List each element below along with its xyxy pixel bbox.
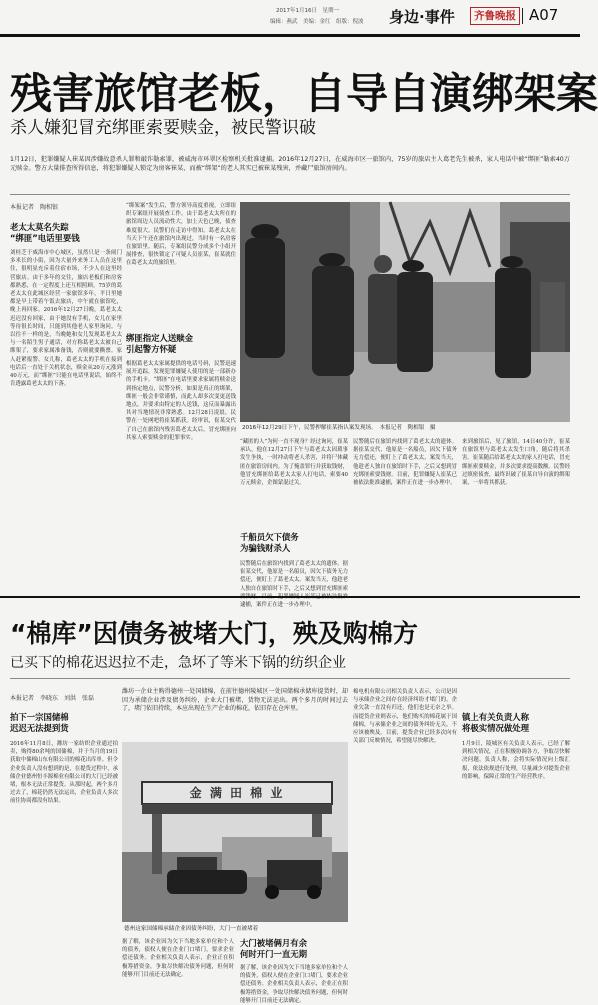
paper-name: 齐鲁晚报 [474, 10, 516, 22]
page-number: A07 [529, 6, 559, 24]
story2-subheading-2: 大门被堵俩月有余 何时开门一直无期 [240, 938, 307, 959]
police-escort-illustration [240, 202, 570, 422]
story1-column-3: “藏匿的人”为何一直不现身？经过询问，崔某承认，他在12月27日下午与葛老太太因琐事发生争执，一时冲动将老人杀害，并将尸体藏匿在旅馆房间内。为了掩盖罪行并获取钱财，他冒充绑匪给葛老太太家人打电话，索要40万元赎金，企图蒙混过关。 [240, 439, 348, 487]
story1-column-3b: 民警随后在旅馆内找到了葛老太太的遗体。据崔某交代，他原是一名船员，因欠下债务无力偿还，便盯上了葛老太太。案发当天，他趁老人独自在旅馆时下手，之后又想到冒充绑匪索 逮捕，案件正在进一步办理中。 [240, 561, 348, 609]
story1-headline: 残害旅馆老板，自导自演绑架案 [10, 69, 598, 118]
story2-head-rule [10, 678, 570, 679]
story1-column-4: 民警随后在旅馆内找到了葛老太太的遗体。据崔某交代，他原是一名船员，因欠下债务无力偿还，便盯上了葛老太太。案发当天，他趁老人独自在旅馆时下手，之后又想到冒充绑匪索要钱财。目前，犯罪嫌疑人崔某已被依法批准逮捕，案件正在进一步办理中。 [353, 439, 457, 487]
story-separator [0, 596, 580, 598]
story2-headline: “棉库”因债务被堵大门，殃及购棉方 [10, 619, 418, 648]
story2-photo-caption: 德州这家国储棉承储企业因债务纠纷，大门一直被堵着 [124, 926, 259, 932]
story1-subheading-2: 绑匪指定人送赎金 引起警方怀疑 [126, 333, 193, 354]
story2-subhead: 已买下的棉花迟迟拉不走，急坏了等米下锅的纺织企业 [10, 655, 346, 671]
warehouse-sign: 金 满 田 棉 业 [189, 786, 285, 800]
story1-subheading-1: 老太太莫名失踪 “绑匪”电话里要钱 [10, 222, 80, 243]
story1-photo-caption: 2016年12月29日下午，民警押解崔某指认案发现场。 本报记者 陶相银 摄 [242, 425, 436, 431]
story2-column-4: 棉电机有限公司相关负责人表示，公司是因与承储企业之间存在经济纠纷才堵门的，企业欠款一直没有归还，他们也是无奈之举。而提货企业则表示，他们购买的棉花属于国储棉，与承储企业之间的债务纠纷无关，不应该被殃及。目前，提货企业已经多次向有关部门反映情况，希望能尽快解决。 [353, 689, 457, 745]
story1-byline: 本报记者 陶相银 [10, 204, 59, 211]
story1-subhead: 杀人嫌犯冒充绑匪索要赎金，被民警识破 [10, 118, 316, 138]
story2-byline: 本报记者 李晓东 刘洪 张磊 [10, 695, 95, 702]
story1-column-1: 刘桂芝于威海市中心城区，虽然只是一条闹门多米长的小街，因为大量外来务工人员在这里住，很明显充斥着住宿市场，不少人在这里经营旅店。由于多年的交往，旅店老板们和房客都熟悉，在一定程度上还互相照顾。75岁的葛老太太在此城区经营一家旅馆多年，平日里她都是早上带着午饭去旅店，中午就在旅馆吃，晚上再回家。2016年12月27日晚，葛老太太迟迟没有回家，由于她没有手机，女儿在家里等待很长时间，只能到其他老人家里询问。与以往不一样的是，当晚她和女儿发现葛老太太与一名陌生男子通话，对方称葛老太太被自己绑架了，要求家属准备钱，否则就要撕票。家人赶紧报警。女儿称，葛老太太的手机在接到电话后一直处于关机状态，赎金从20万元涨到40万元，而“绑匪”只能在电话里说话，始终不肯透露葛老太太的下落。 [10, 250, 122, 388]
story1-column-5: 来到旅馆后，见了旅馆，14日40分许，崔某在旅馆里与葛老太太发生口角，随后将其杀害。崔某随后给葛老太太的家人打电话，冒充绑匪索要赎金，并多次要求提高数额。民警经过缜密侦查，最终识破了崔某自导自演的绑架案，一举将其抓获。 [462, 439, 570, 487]
story1-subheading-3: 千船员欠下债务 为骗钱财杀人 [240, 532, 299, 553]
date-line: 2017年1月16日 星期一 [276, 8, 339, 14]
page-header [0, 0, 580, 38]
story2-column-2: 据了解，该企业因为欠下当地多家单位和个人的债务，债权人便在企业门口堵门，要求企业偿还债务。企业相关负责人表示，企业正在积极筹措资金，争取尽快解决债务问题，但何时能够开门目前还无法确定。 [122, 939, 234, 978]
story2-column-5: 1月9日，陵城区有关负责人表示，已经了解到相关情况，正在积极协调各方，争取尽快解决问题。负责人称，会将实际情况向上级汇报，依法依规进行处理，尽量减少对提货企业的影响，保障正常的生产经营秩序。 [462, 741, 570, 780]
story2-photo [122, 742, 348, 922]
story2-subheading-3: 镇上有关负责人称 将极实情况做处理 [462, 712, 529, 733]
story2-column-1: 2016年11月8日，潍坊一家纺织企业通过拍卖，购得80余吨的国储棉，并于当月的19日获取中储棉山东有限公司的棉花出库单。但令企业负责人没有想到的是，在提货过程中，承储企业德州恒丰源棉业有限公司的大门已经被堵，根本无法正常提货。从那时起，两个多月过去了，棉花仍然无法运出，企业负责人多次前往协商都没有结果。 [10, 741, 118, 805]
header-separator [522, 8, 523, 24]
story1-photo [240, 202, 570, 422]
editor-line: 编辑：燕武 美编：金红 组版：倪波 [270, 19, 364, 25]
story1-lead-rule [10, 194, 570, 195]
story1-column-2b: 根据葛老太太家属提供的电话号码，民警迅速展开追踪，发现犯罪嫌疑人使用的是一部新办的手机卡。“绑匪”在电话里要求家属将赎金送到指定地点，民警分析，如果是真正的绑架，绑匪一般会非常谨慎，而此人却多次变更送钱地点，并要求由特定的人送钱，这反而暴露出其对当地情况非常熟悉。12月28日凌晨，民警在一处网吧将崔某抓获。经审讯，崔某交代了自己在旅馆内残害葛老太太后，冒充绑匪向其家人索要赎金的犯罪事实。 [126, 361, 236, 441]
story2-subheading-1: 拍下一宗国储棉 迟迟无法提到货 [10, 712, 69, 733]
warehouse-gate-illustration [122, 742, 348, 922]
story1-lead: 1月12日，犯罪嫌疑人崔某因涉嫌故意杀人罪和敲诈勒索罪，被威海市环翠区检察机关批准逮捕。2016年12月27日，在威海市区一旅馆内，75岁的旅店主人葛老先生被杀，家人电话中被“绑匪”勒索40万元赎金。警方大量排查所得信息，将犯罪嫌疑人锁定为房客崔某，而被“绑架”的老人其实已被崔某残害，并藏尸旅馆房间内。 [10, 156, 570, 172]
section-name: 身边·事件 [389, 8, 455, 26]
story2-column-3: 据了解，该企业因为欠下当地多家单位和个人的债务，债权人便在企业门口堵门，要求企业偿还债务。企业相关负责人表示，企业正在积极筹措资金，争取尽快解决债务问题，但何时能够开门目前还无法确定。 [240, 965, 348, 1004]
header-rule [0, 34, 580, 37]
story1-column-2: “绑架案”发生后，警方领导高度重视，立即组织专案组开展侦查工作。由于葛老太太所在的旅馆周边人员流动性大，加上天色已晚，侦查难度很大。民警们在走访中得知，葛老太太在当天下午还在旅馆内出现过，当时有一名房客在旅馆里。随后，专案组民警分成多个小组开展排查，很快锁定了可疑人员崔某，崔某就住在葛老太太的旅馆里。 [126, 203, 236, 267]
story2-lead: 潍坊一企业主购得德州一处国储棉，在前往德州陵城区一处国储棉承储库提货时，却因为承储企业涉及债务纠纷，企业大门被堵，货物无法运出。两个多月的时间过去了，堵门依旧持续，本应出现在生产企业的棉花，依旧存在仓库里。 [122, 688, 348, 712]
